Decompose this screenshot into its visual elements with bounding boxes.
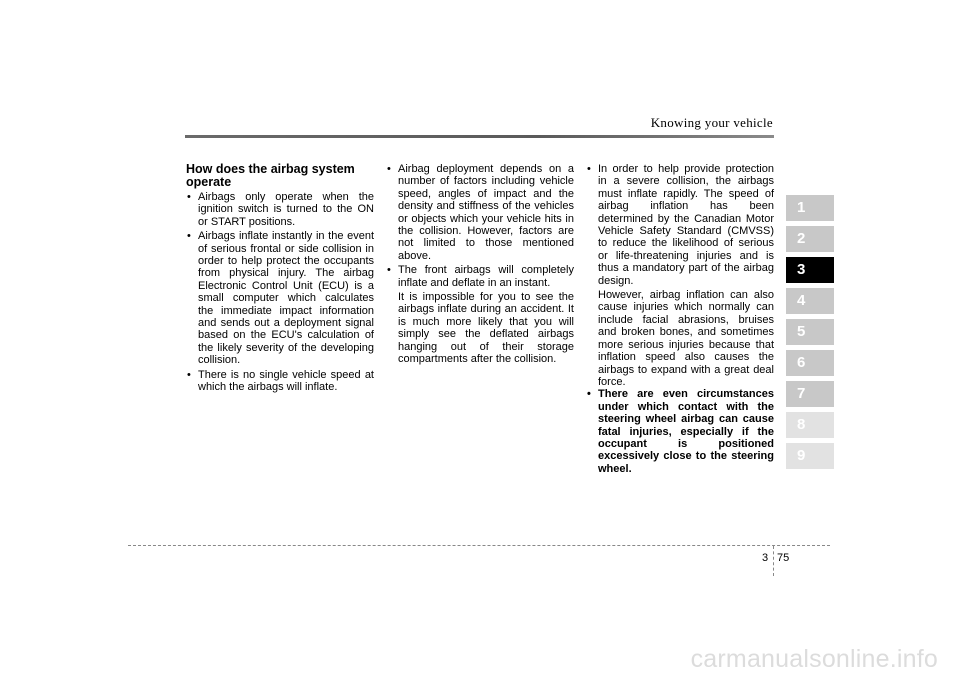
section-heading: How does the airbag system operate (186, 162, 355, 189)
chapter-tab-2[interactable]: 2 (786, 226, 834, 252)
chapter-tab-6[interactable]: 6 (786, 350, 834, 376)
bullet-list (386, 163, 574, 289)
bullet-list (186, 191, 374, 394)
watermark: carmanualsonline.info (690, 645, 938, 673)
paragraph: However, airbag inflation can also cause injuries which normally can include facial abrasions, bruises and broken bones, and sometimes more serious injuries because that inflation speed also causes the airbags to expand with a great deal force. (598, 289, 774, 388)
page-divider (773, 546, 774, 576)
list-item: • Airbag deployment depends on a number of factors including vehicle speed, angles of impact and the density and stiffness of the vehicles or objects which your vehicle hits in the collision. However, factors are not limited to those mentioned above. (386, 163, 574, 262)
chapter-tab-7[interactable]: 7 (786, 381, 834, 407)
chapter-number: 3 (762, 552, 769, 564)
chapter-tab-9[interactable]: 9 (786, 443, 834, 469)
chapter-tab-1[interactable]: 1 (786, 195, 834, 221)
chapter-tab-3[interactable]: 3 (786, 257, 834, 283)
column-3 (586, 163, 774, 477)
footer-rule (128, 545, 830, 546)
section-title: Knowing your vehicle (650, 115, 773, 130)
list-item: • Airbags only operate when the ignition switch is turned to the ON or START positions. (186, 191, 374, 228)
bullet-list (586, 388, 774, 475)
chapter-tabs (786, 195, 834, 474)
chapter-tab-8[interactable]: 8 (786, 412, 834, 438)
list-item: • In order to help provide protection in a severe collision, the airbags must inflate rapidly. The speed of airbag inflation has been determined by the Canadian Motor Vehicle Safety Standard (CMVSS) to reduce the likelihood of serious or life-threatening injuries and is thus a mandatory part of the airbag design. (586, 163, 774, 287)
warning-item: • There are even circumstances under which contact with the steering wheel airbag can cause fatal injuries, especially if the occupant is positioned excessively close to the steering wheel. (586, 388, 774, 475)
list-item: • The front airbags will completely inflate and deflate in an instant. (386, 264, 574, 289)
chapter-tab-5[interactable]: 5 (786, 319, 834, 345)
column-1 (186, 163, 374, 396)
list-item: • Airbags inflate instantly in the event of serious frontal or side collision in order to help protect the occupants from physical injury. The airbag Electronic Control Unit (ECU) is a small computer which calculates the immediate impact information and sends out a deployment signal based on the ECU's calculation of the likely severity of the developing collision. (186, 230, 374, 366)
header-rule (185, 135, 774, 138)
chapter-tab-4[interactable]: 4 (786, 288, 834, 314)
list-item: • There is no single vehicle speed at which the airbags will inflate. (186, 369, 374, 394)
paragraph: It is impossible for you to see the airbags inflate during an accident. It is much more likely that you will simply see the deflated airbags hanging out of their storage compartments after the collision. (398, 291, 574, 366)
page-number: 75 (777, 552, 790, 564)
bullet-list (586, 163, 774, 287)
column-2 (386, 163, 574, 366)
